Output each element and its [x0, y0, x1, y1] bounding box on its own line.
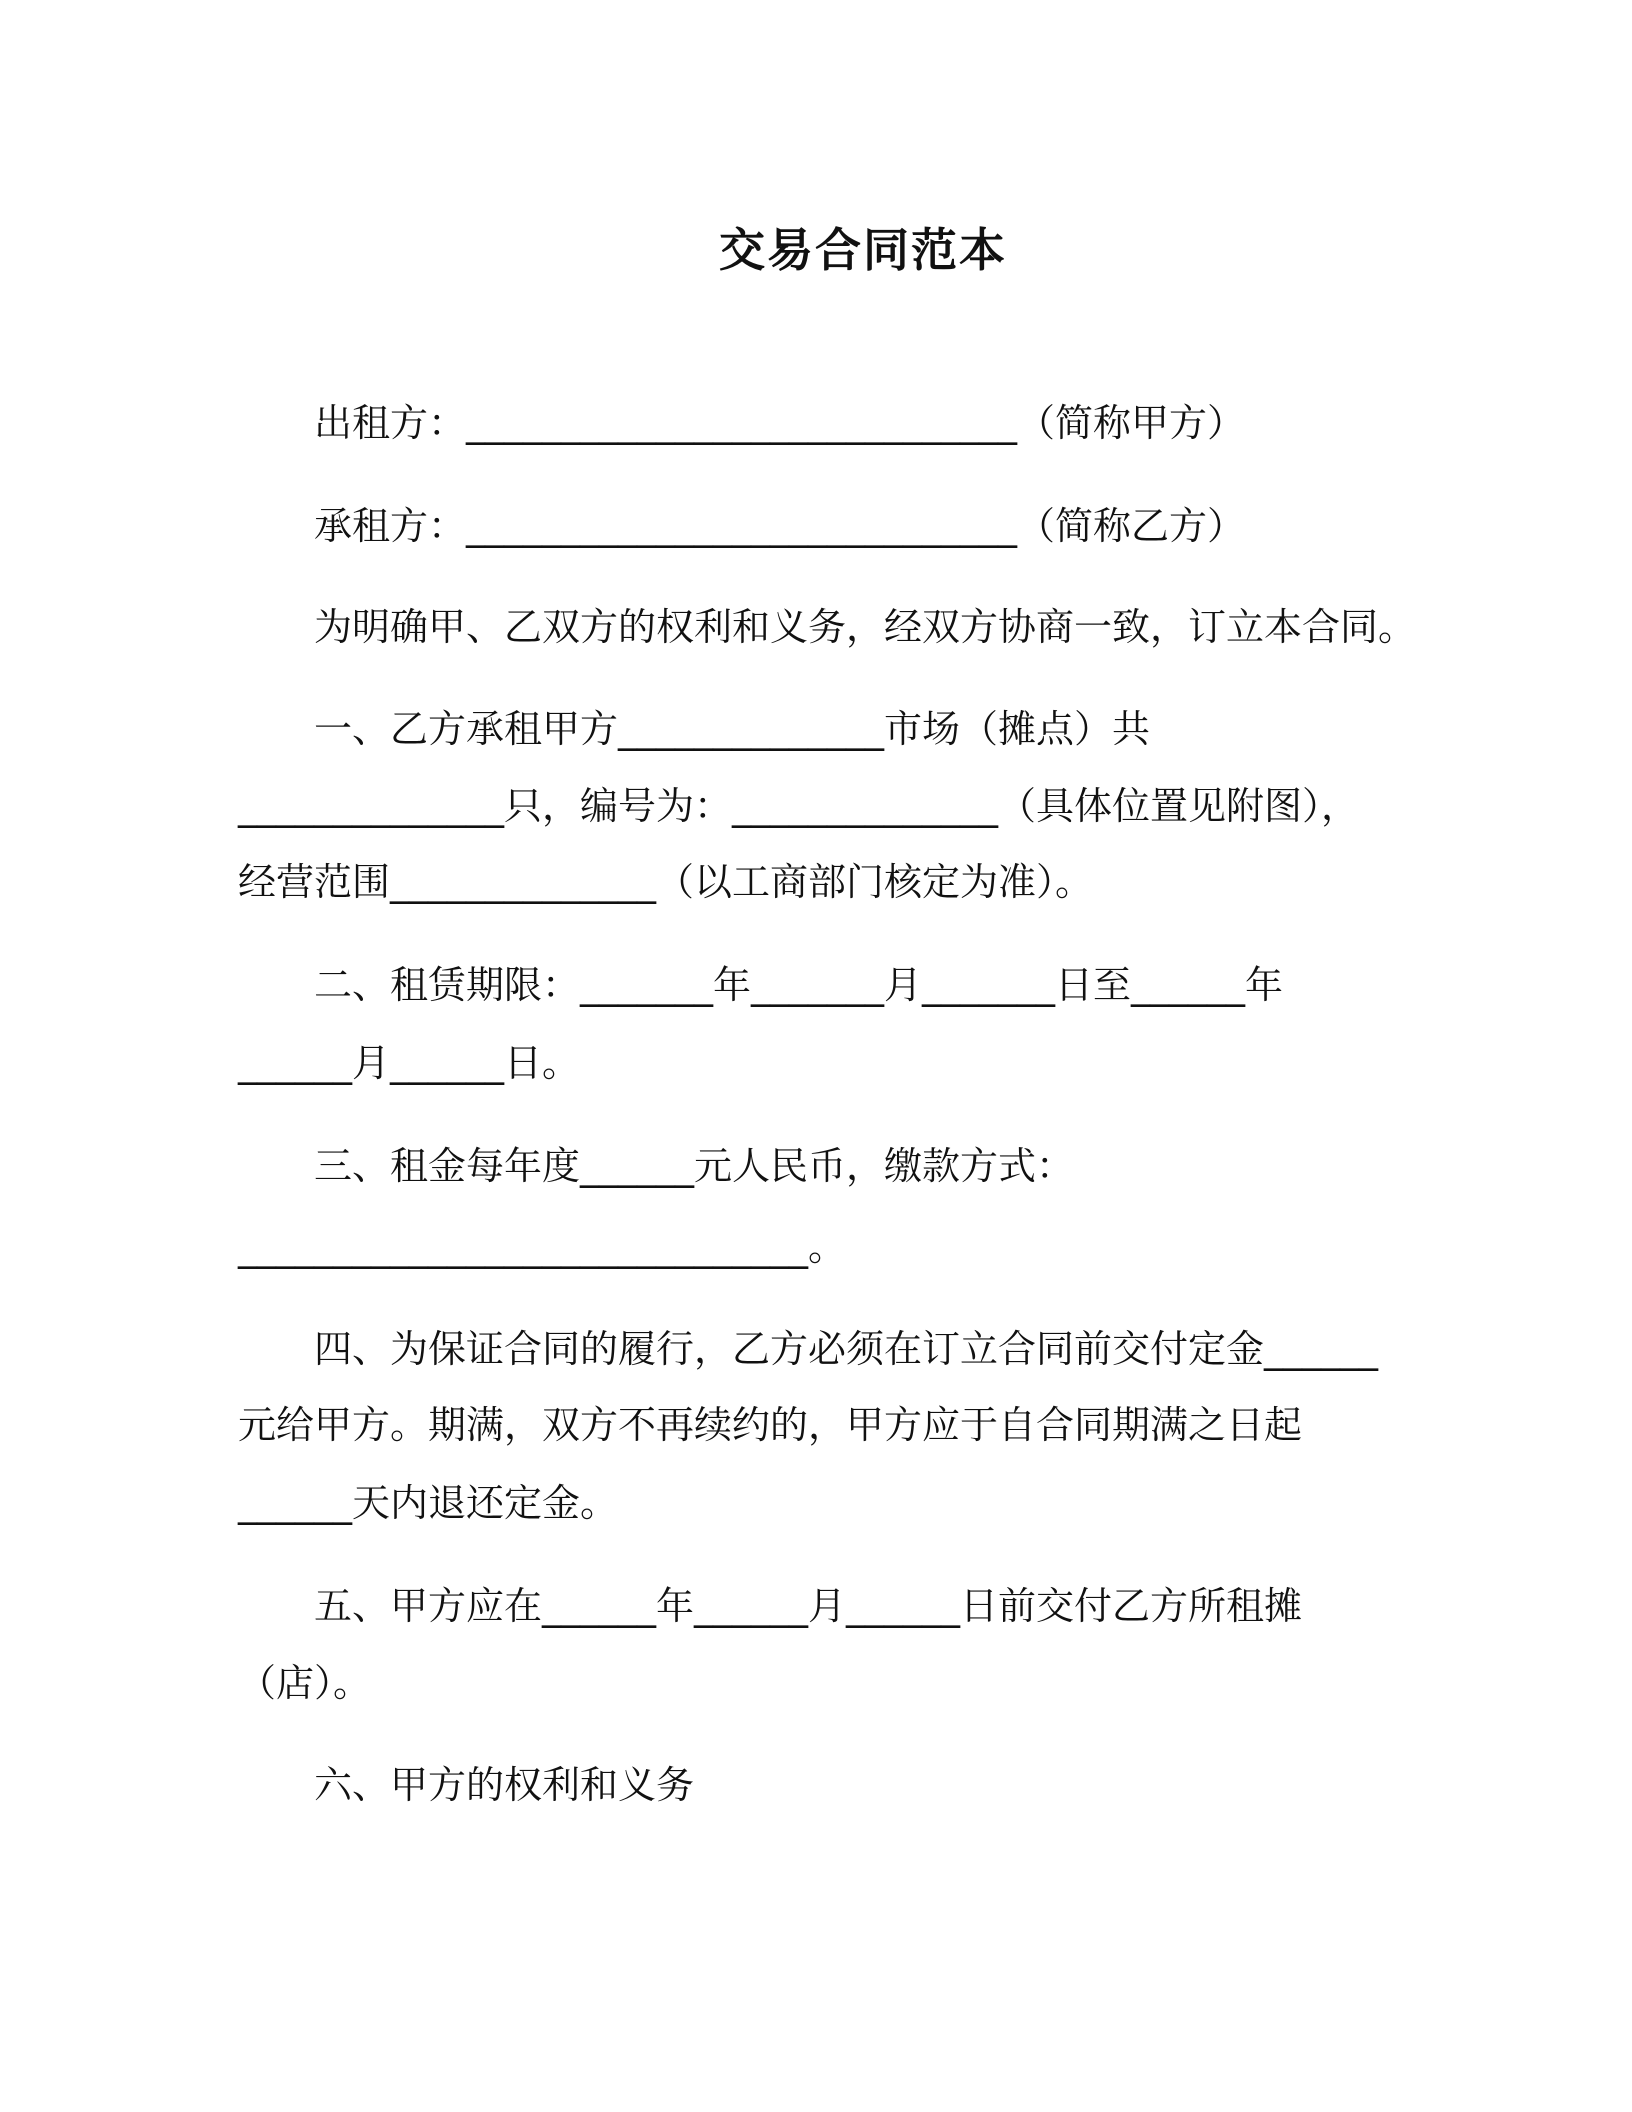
preamble-line: 为明确甲、乙双方的权利和义务，经双方协商一致，订立本合同。: [314, 605, 1417, 649]
clause-5-line-2: （店）。: [238, 1661, 372, 1705]
clause-4-line-2: 元给甲方。期满，双方不再续约的，甲方应于自合同期满之日起: [238, 1403, 1303, 1447]
clause-3-line-1: 三、租金每年度______元人民币，缴款方式：: [314, 1144, 1075, 1188]
clause-1-line-1: 一、乙方承租甲方______________市场（摊点）共: [314, 707, 1151, 751]
clause-1-line-2: ______________只，编号为：______________（具体位置见附图），: [238, 784, 1360, 828]
lessor-line: 出租方：_____________________________（简称甲方）: [314, 401, 1246, 445]
clause-4-line-1: 四、为保证合同的履行，乙方必须在订立合同前交付定金______: [314, 1327, 1379, 1371]
clause-5-line-1: 五、甲方应在______年______月______日前交付乙方所租摊: [314, 1584, 1303, 1628]
clause-3-line-2: ______________________________。: [238, 1225, 847, 1269]
clause-4-line-3: ______天内退还定金。: [238, 1481, 619, 1525]
clause-6-heading: 六、甲方的权利和义务: [314, 1763, 695, 1807]
document-title: 交易合同范本: [719, 223, 1007, 277]
clause-2-line-1: 二、租赁期限：_______年_______月_______日至______年: [314, 963, 1284, 1007]
clause-2-line-2: ______月______日。: [238, 1041, 581, 1085]
clause-1-line-3: 经营范围______________（以工商部门核定为准）。: [238, 860, 1094, 904]
lessee-line: 承租方：_____________________________（简称乙方）: [314, 504, 1246, 548]
